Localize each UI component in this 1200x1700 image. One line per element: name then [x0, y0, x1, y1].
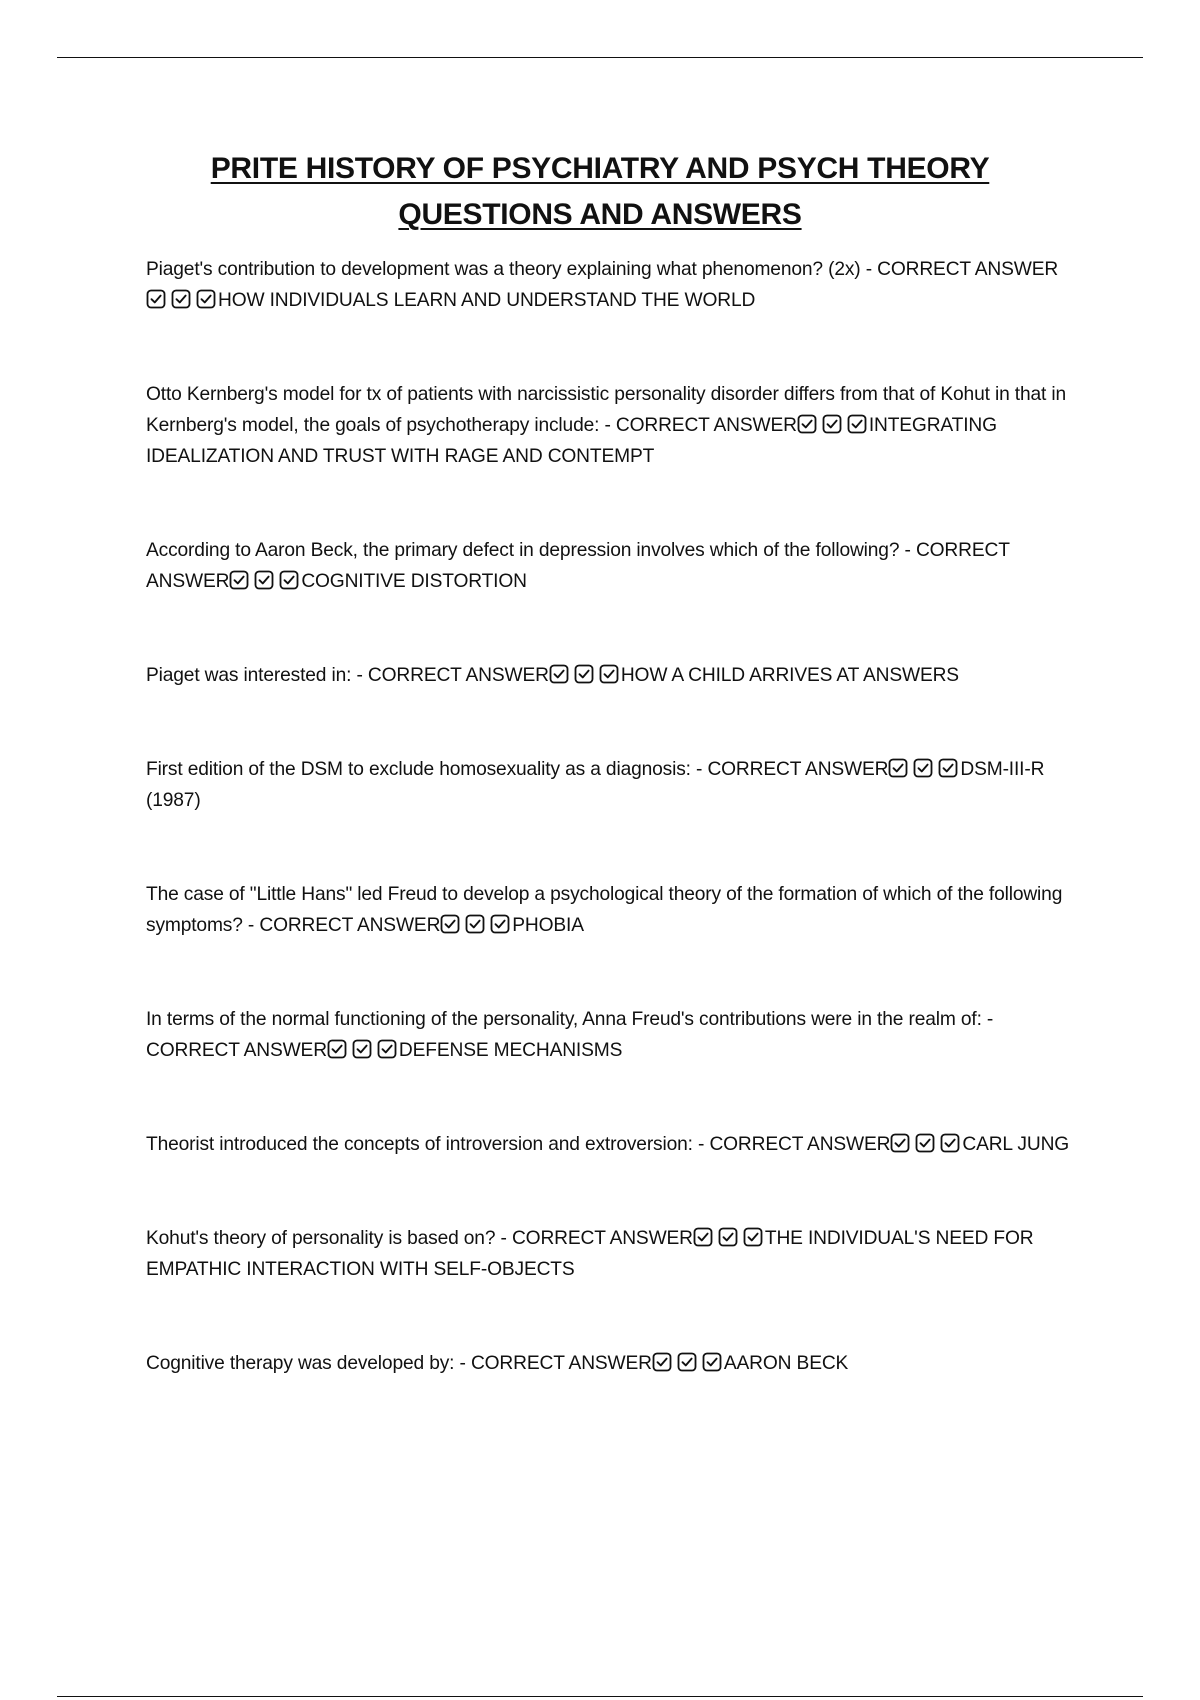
question-text: Cognitive therapy was developed by: - [146, 1353, 466, 1374]
checkbox-checked-icon [465, 914, 485, 934]
qa-item-9 [146, 1223, 1086, 1285]
question-text: Otto Kernberg's model for tx of patients with narcissistic personality disorder differs from that of Kohut in that in Kernberg's model, the goals of psychotherapy include: - [146, 384, 1066, 436]
answer-checkmarks [888, 759, 960, 780]
checkbox-checked-icon [743, 1227, 763, 1247]
answer-checkmarks [440, 915, 512, 936]
title-line-2: QUESTIONS AND ANSWERS [398, 198, 802, 231]
correct-answer-label: CORRECT ANSWER [709, 1134, 891, 1155]
checkbox-checked-icon [940, 1133, 960, 1153]
correct-answer-label: CORRECT ANSWER [615, 415, 797, 436]
qa-item-5 [146, 754, 1086, 816]
checkbox-checked-icon [822, 414, 842, 434]
checkbox-checked-icon [938, 758, 958, 778]
checkbox-checked-icon [327, 1039, 347, 1059]
correct-answer-label: CORRECT ANSWER [707, 759, 889, 780]
checkbox-checked-icon [652, 1352, 672, 1372]
qa-item-3 [146, 535, 1086, 597]
checkbox-checked-icon [254, 570, 274, 590]
bottom-rule [57, 1696, 1143, 1697]
checkbox-checked-icon [847, 414, 867, 434]
checkbox-checked-icon [440, 914, 460, 934]
answer-checkmarks [327, 1040, 399, 1061]
checkbox-checked-icon [196, 289, 216, 309]
checkbox-checked-icon [599, 664, 619, 684]
answer-checkmarks [797, 415, 869, 436]
checkbox-checked-icon [890, 1133, 910, 1153]
checkbox-checked-icon [279, 570, 299, 590]
checkbox-checked-icon [913, 758, 933, 778]
qa-item-7 [146, 1004, 1086, 1066]
correct-answer-label: CORRECT ANSWER [146, 540, 1010, 592]
question-text: The case of "Little Hans" led Freud to develop a psychological theory of the formation of which of the following symptoms? - [146, 884, 1063, 936]
qa-item-8 [146, 1129, 1086, 1160]
checkbox-checked-icon [797, 414, 817, 434]
answer-checkmarks [549, 665, 621, 686]
qa-item-10 [146, 1348, 1086, 1379]
page-title [0, 146, 1200, 238]
question-text: Piaget's contribution to development was a theory explaining what phenomenon? (2x) - [146, 259, 872, 280]
answer-text: THE INDIVIDUAL'S NEED FOR EMPATHIC INTERACTION WITH SELF-OBJECTS [146, 1228, 1034, 1280]
top-rule [57, 57, 1143, 58]
correct-answer-label: CORRECT ANSWER [877, 259, 1059, 280]
answer-text: PHOBIA [512, 915, 584, 936]
checkbox-checked-icon [549, 664, 569, 684]
checkbox-checked-icon [377, 1039, 397, 1059]
answer-checkmarks [693, 1228, 765, 1249]
correct-answer-label: CORRECT ANSWER [367, 665, 549, 686]
answer-text: CARL JUNG [962, 1134, 1070, 1155]
question-text: Kohut's theory of personality is based on? - [146, 1228, 507, 1249]
correct-answer-label: CORRECT ANSWER [146, 1040, 327, 1061]
checkbox-checked-icon [718, 1227, 738, 1247]
question-text: Theorist introduced the concepts of introversion and extroversion: - [146, 1134, 705, 1155]
answer-checkmarks [229, 571, 301, 592]
question-text: According to Aaron Beck, the primary defect in depression involves which of the following? - [146, 540, 911, 561]
correct-answer-label: CORRECT ANSWER [259, 915, 441, 936]
qa-list [146, 254, 1086, 1442]
answer-checkmarks [652, 1353, 724, 1374]
checkbox-checked-icon [229, 570, 249, 590]
checkbox-checked-icon [888, 758, 908, 778]
question-text: Piaget was interested in: - [146, 665, 363, 686]
question-text: First edition of the DSM to exclude homosexuality as a diagnosis: - [146, 759, 703, 780]
title-line-1: PRITE HISTORY OF PSYCHIATRY AND PSYCH THEORY [210, 152, 990, 185]
checkbox-checked-icon [352, 1039, 372, 1059]
checkbox-checked-icon [915, 1133, 935, 1153]
answer-text: DSM-III-R (1987) [146, 759, 1045, 811]
answer-text: HOW A CHILD ARRIVES AT ANSWERS [620, 665, 959, 686]
correct-answer-label: CORRECT ANSWER [511, 1228, 693, 1249]
qa-item-1 [146, 254, 1086, 316]
answer-text: INTEGRATING IDEALIZATION AND TRUST WITH RAGE AND CONTEMPT [146, 415, 997, 467]
checkbox-checked-icon [171, 289, 191, 309]
answer-text: AARON BECK [723, 1353, 849, 1374]
answer-text: COGNITIVE DISTORTION [301, 571, 527, 592]
checkbox-checked-icon [677, 1352, 697, 1372]
answer-checkmarks [890, 1134, 962, 1155]
correct-answer-label: CORRECT ANSWER [470, 1353, 652, 1374]
qa-item-4 [146, 660, 1086, 691]
checkbox-checked-icon [702, 1352, 722, 1372]
answer-text: DEFENSE MECHANISMS [398, 1040, 623, 1061]
checkbox-checked-icon [574, 664, 594, 684]
checkbox-checked-icon [146, 289, 166, 309]
checkbox-checked-icon [693, 1227, 713, 1247]
answer-text: HOW INDIVIDUALS LEARN AND UNDERSTAND THE WORLD [218, 290, 756, 311]
answer-checkmarks [146, 290, 218, 311]
qa-item-2 [146, 379, 1086, 472]
question-text: In terms of the normal functioning of the personality, Anna Freud's contributions were in the realm of: - [146, 1009, 994, 1030]
checkbox-checked-icon [490, 914, 510, 934]
qa-item-6 [146, 879, 1086, 941]
